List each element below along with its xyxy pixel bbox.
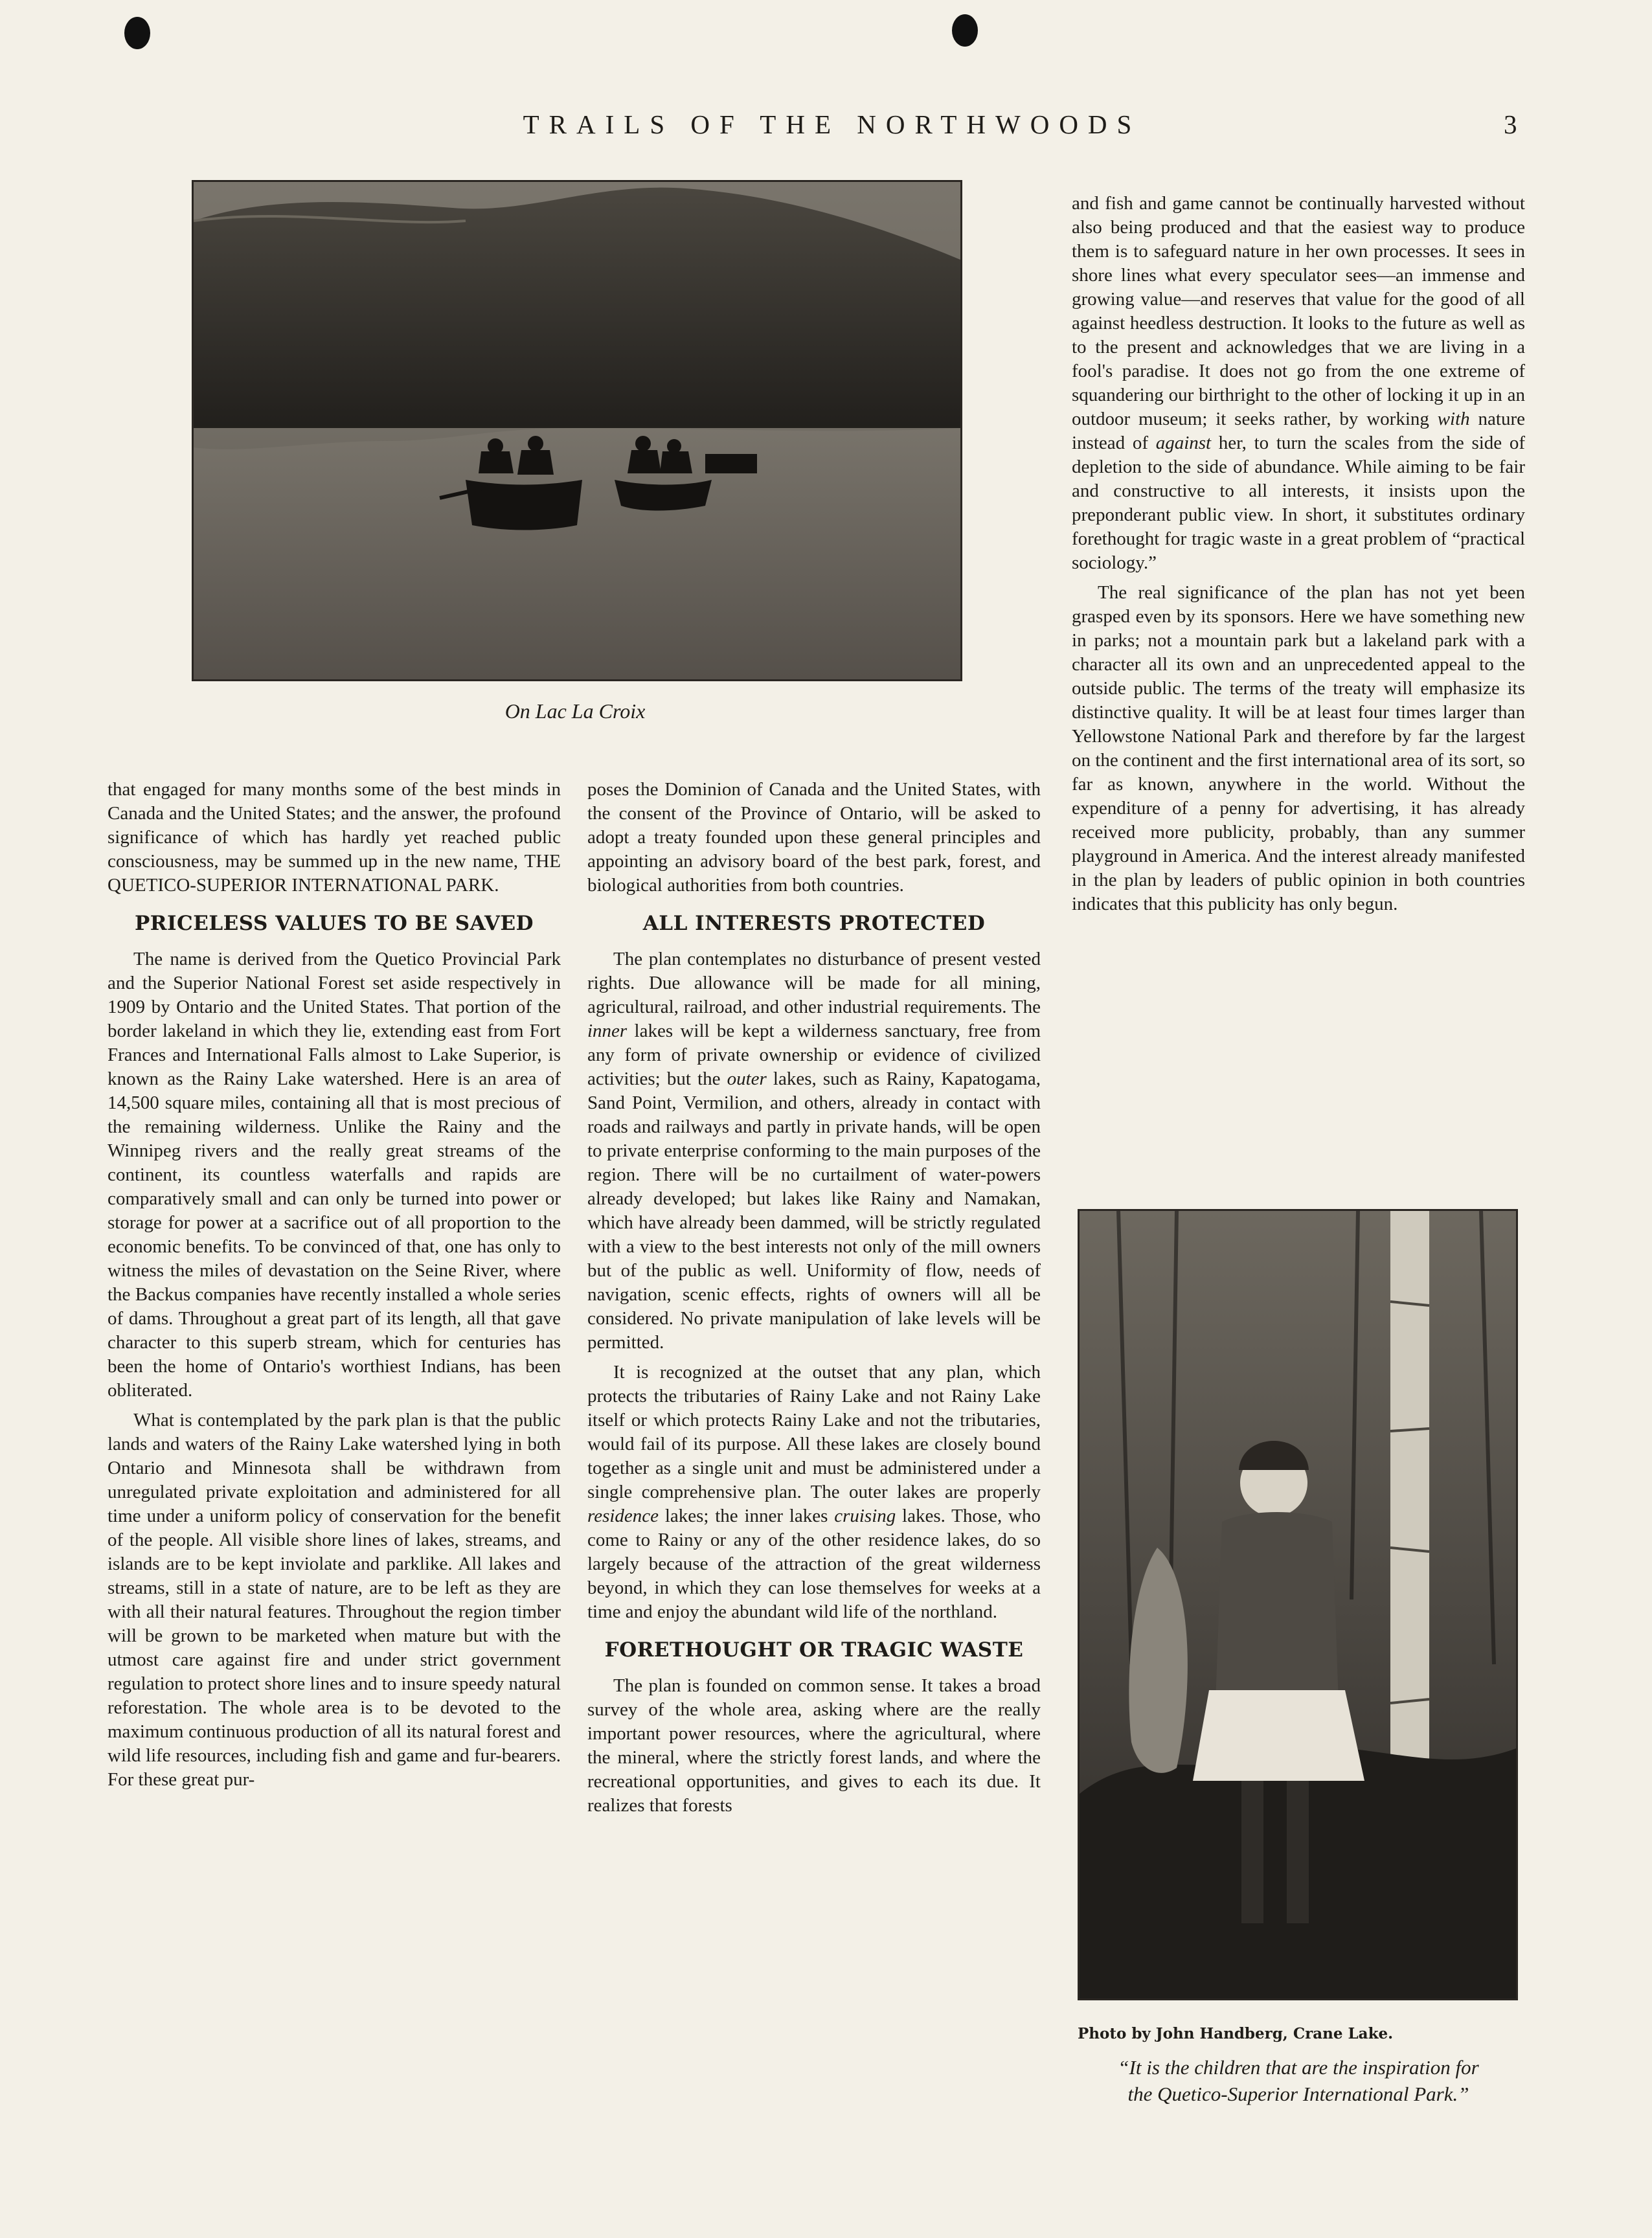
photo-credit: Photo by John Handberg, Crane Lake. (1078, 2025, 1394, 2042)
page-number: 3 (1504, 109, 1517, 139)
section-heading: PRICELESS VALUES TO BE SAVED (134, 912, 534, 935)
column-1 (107, 778, 561, 1798)
column-2 (587, 778, 1041, 1824)
running-title: TRAILS OF THE NORTHWOODS (523, 109, 1142, 139)
paragraph: The plan contemplates no disturbance of present vested rights. Due allowance will be made for all mining, agricultural, railroad, and other industrial requirements. The inner lakes will be kept a wilderness sanctuary, free from any form of private ownership or evidence of civilized activities; but the outer lakes, such as Rainy, Kapatogama, Sand Point, Vermilion, and others, already in contact with roads and railways and partly in private hands, will be open to private enterprise conforming to the main purposes of the region. There will be no curtailment of water-powers already developed; but lakes like Rainy and Namakan, which have already been dammed, will be strictly regulated with a view to the best interests not only of the mill owners but of the public as well. Uniformity of flow, needs of navigation, scenic effects, rights of owners will all be considered. No private manipulation of lake levels will be permitted. (587, 949, 1041, 1353)
paragraph: The name is derived from the Quetico Provincial Park and the Superior National Forest set aside respectively in 1909 by Ontario and the United States. That portion of the border lakeland in which they lie, extending east from Fort Frances and International Falls almost to Lake Superior, is known as the Rainy Lake watershed. Here is an area of 14,500 square miles, containing all that is most precious of the remaining wilderness. Unlike the Rainy and the Winnipeg rivers and the really great streams of the continent, its countless waterfalls and rapids are comparatively small and can only be turned into power or storage for power at a sacrifice out of all proportion to the economic benefits. To be convinced of that, one has only to witness the miles of devastation on the Seine River, where the Backus companies have recently installed a whole series of dams. Throughout a great part of its length, all that gave character to this superb stream, which for centuries has been the home of Ontario's worthiest Indians, has been obliterated. (107, 949, 561, 1401)
paragraph: that engaged for many months some of the best minds in Canada and the United States; and the answer, the profound significance of which has hardly yet reached public consciousness, may be summed up in the new name, THE QUETICO-SUPERIOR INTERNATIONAL PARK. (107, 779, 561, 896)
paragraph: and fish and game cannot be continually harvested without also being produced and that the easiest way to produce them is to safeguard nature in her own processes. It sees in shore lines what every speculator sees—an immense and growing value—and reserves that value for the good of all against heedless destruction. It looks to the future as well as to the present and acknowledges that we are living in a fool's paradise. It does not go from the one extreme of squandering our birthright to the other of locking it up in an outdoor museum; it seeks rather, by working with nature instead of against her, to turn the scales from the side of depletion to the side of abundance. While aiming to be fair and constructive to all interests, it insists upon the preponderant public view. In short, it substitutes ordinary forethought for tragic waste in a great problem of “practical sociology.” (1072, 193, 1526, 573)
paragraph: The plan is founded on common sense. It takes a broad survey of the whole area, asking where are the really important power resources, where the agricultural, where the mineral, where the strictly forest lands, and where the recreational opportunities, and gives to each its due. It realizes that forests (587, 1675, 1041, 1816)
lake-canoe-photo (192, 180, 962, 681)
paragraph: poses the Dominion of Canada and the United States, with the consent of the Province of Ontario, will be asked to adopt a treaty founded upon these general principles and appointing an advisory board of the best park, forest, and biological authorities from both countries. (587, 779, 1041, 896)
punch-hole-left (124, 17, 150, 49)
paragraph: The real significance of the plan has not yet been grasped even by its sponsors. Here we have something new in parks; not a mountain park but a lakeland park with a character all its own and an unprecedented appeal to the outside public. The terms of the treaty will emphasize its distinctive quality. It will be at least four times larger than Yellowstone National Park and therefore by far the largest on the continent and the first international area of its sort, so far as known, anywhere in the world. Without the expenditure of a penny for advertising, it has already received more publicity, probably, than any summer playground in America. And the interest already manifested in the plan by leaders of public opinion in both countries indicates that this publicity has only begun. (1072, 582, 1525, 914)
punch-hole-center (952, 14, 978, 47)
top-photo-caption: On Lac La Croix (504, 699, 646, 723)
girl-with-fish-photo (1078, 1209, 1518, 2000)
section-heading: ALL INTERESTS PROTECTED (642, 912, 986, 935)
column-3 (1072, 192, 1525, 922)
paragraph: It is recognized at the outset that any plan, which protects the tributaries of Rainy Lake and not Rainy Lake itself or which protects Rainy Lake and not the tributaries, would fail of its purpose. All these lakes are closely bound together as a single unit and must be administered under a single comprehensive plan. The outer lakes are properly residence lakes; the inner lakes cruising lakes. Those, who come to Rainy or any of the other residence lakes, do so largely because of the attraction of the great wilderness beyond, in which they can lose themselves for weeks at a time and enjoy the abundant wild life of the northland. (587, 1362, 1041, 1622)
paragraph: What is contemplated by the park plan is that the public lands and waters of the Rainy Lake watershed lying in both Ontario and Minnesota shall be withdrawn from unregulated private exploitation and administered for all time under a uniform policy of conservation for the benefit of the people. All visible shore lines of lakes, streams, and islands are to be kept inviolate and parklike. All lakes and streams, still in a state of nature, are to be left as they are with all their natural features. Throughout the region timber will be grown to be marketed when mature but with the utmost care against fire and under strict government regulation to protect shore lines and to insure speedy natural reforestation. The whole area is to be devoted to the maximum continuous production of all its natural forest and wild life resources, including fish and game and fur-bearers. For these great pur- (107, 1410, 561, 1790)
photo-quote: “It is the children that are the inspiration for the Quetico-Superior International Park.” (1118, 2056, 1479, 2105)
section-heading: FORETHOUGHT OR TRAGIC WASTE (604, 1638, 1024, 1662)
